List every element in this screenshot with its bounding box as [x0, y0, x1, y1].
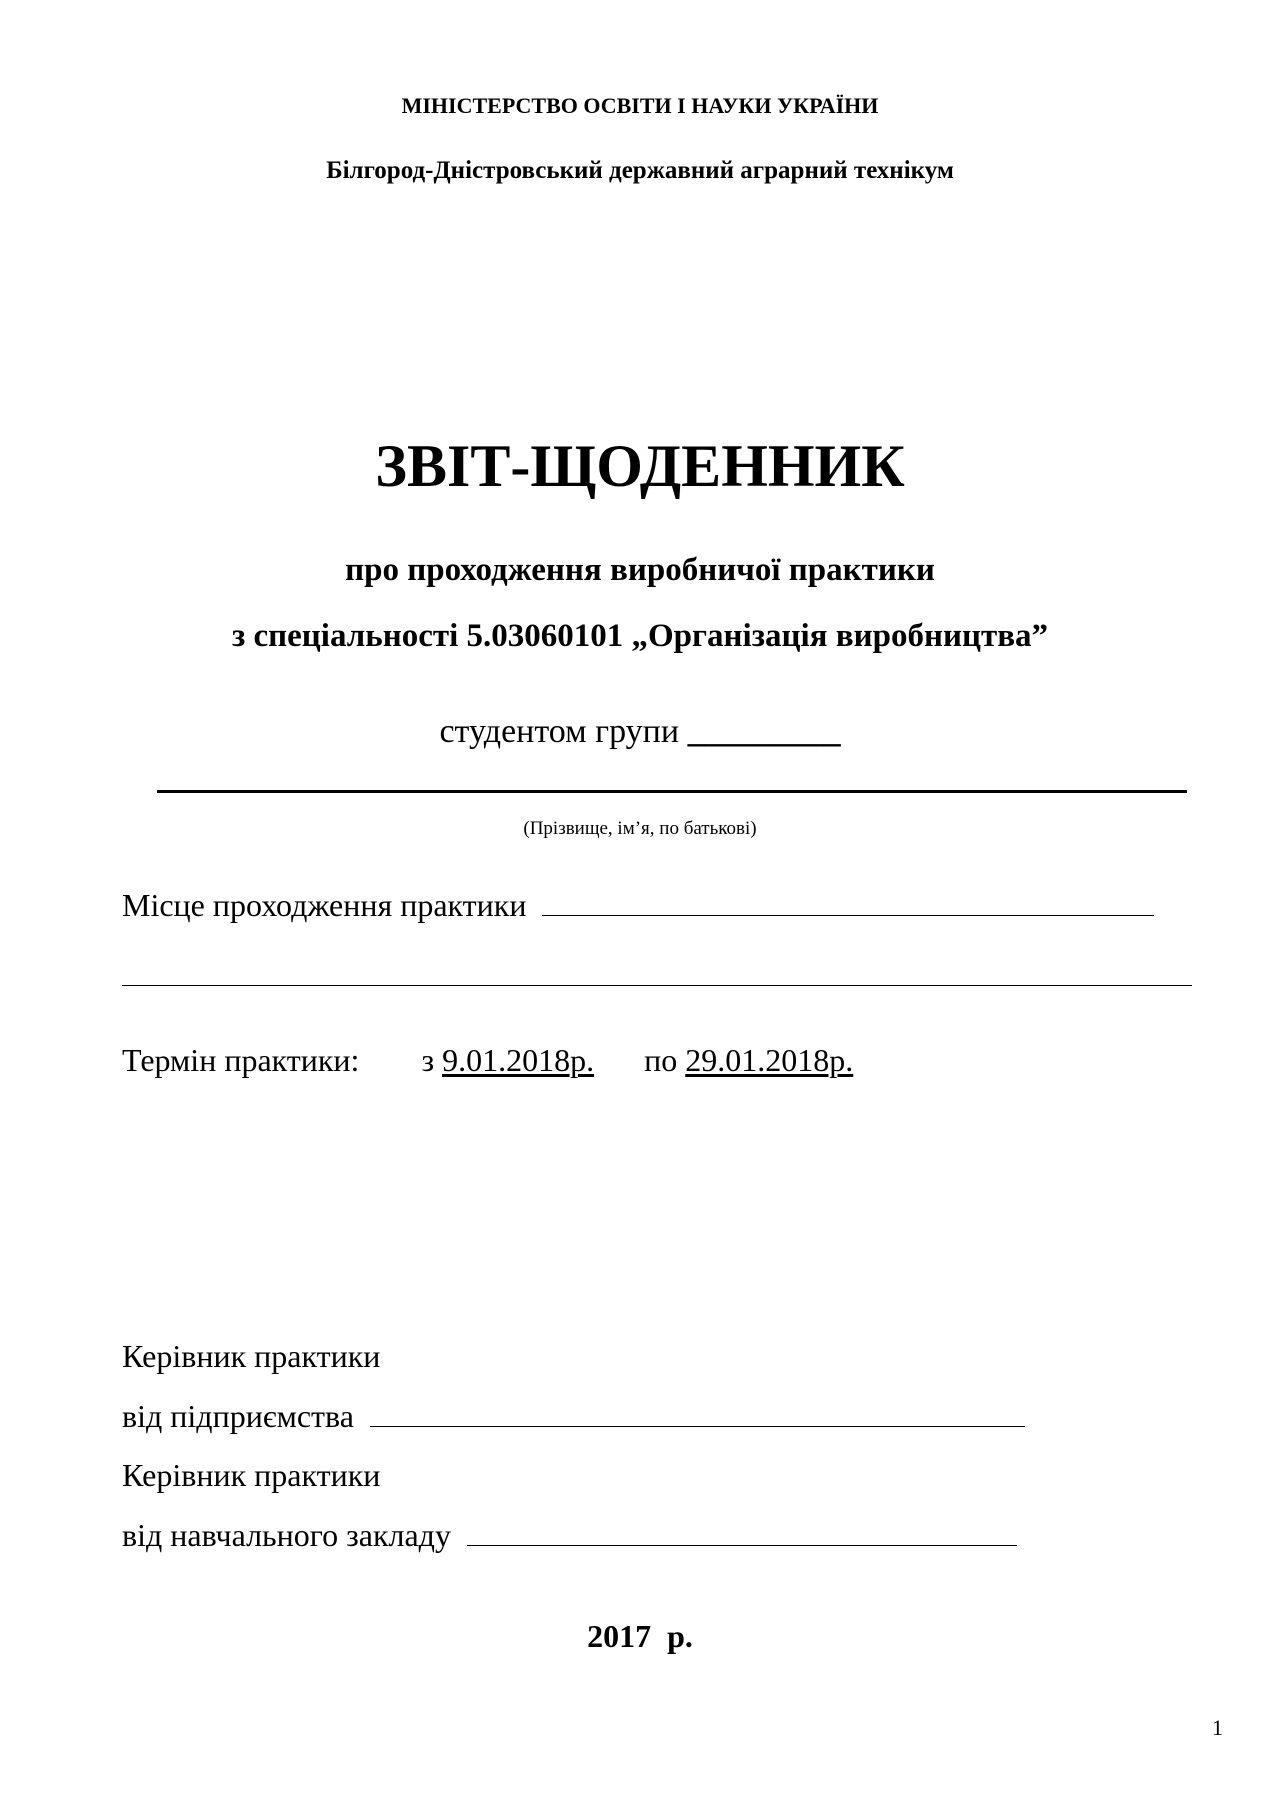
supervisor-label-institution: Керівник практики	[122, 1457, 381, 1493]
enterprise-supervisor-row	[122, 1398, 1025, 1435]
practice-term-label: Термін практики:	[122, 1042, 360, 1078]
term-to-label: по	[644, 1042, 678, 1078]
enterprise-supervisor-blank[interactable]	[370, 1398, 1025, 1427]
practice-place-blank-continued[interactable]	[122, 985, 1192, 986]
institution-supervisor-blank[interactable]	[467, 1517, 1017, 1546]
document-subtitle-practice: про проходження виробничої практики	[345, 552, 935, 588]
supervisor-label-enterprise: Керівник практики	[122, 1338, 381, 1374]
student-name-hint: (Прізвище, ім’я, по батькові)	[523, 818, 757, 839]
college-name: Білгород-Дністровський державний аграрний технікум	[326, 157, 954, 184]
institution-supervisor-label: від навчального закладу	[122, 1517, 451, 1553]
practice-place-row	[122, 887, 1154, 924]
practice-place-blank[interactable]	[542, 887, 1154, 916]
practice-term-row	[122, 1042, 853, 1079]
term-from-date: 9.01.2018р.	[442, 1042, 595, 1078]
term-to-date: 29.01.2018р.	[685, 1042, 854, 1078]
student-name-blank[interactable]	[157, 790, 1187, 793]
ministry-heading: МІНІСТЕРСТВО ОСВІТИ І НАУКИ УКРАЇНИ	[401, 93, 879, 118]
student-group-line	[0, 713, 1280, 751]
institution-supervisor-row	[122, 1517, 1017, 1554]
enterprise-supervisor-label: від підприємства	[122, 1398, 354, 1434]
document-subtitle-specialty: з спеціальності 5.03060101 „Організація виробництва”	[231, 618, 1049, 654]
page-number: 1	[1212, 1715, 1223, 1740]
document-year: 2017 р.	[587, 1618, 693, 1654]
student-group-blank[interactable]: _________	[687, 713, 841, 750]
term-from-label: з	[421, 1042, 435, 1078]
document-title: ЗВІТ-ЩОДЕННИК	[375, 433, 905, 499]
student-group-label: студентом групи	[439, 713, 680, 750]
practice-place-label: Місце проходження практики	[122, 887, 527, 923]
